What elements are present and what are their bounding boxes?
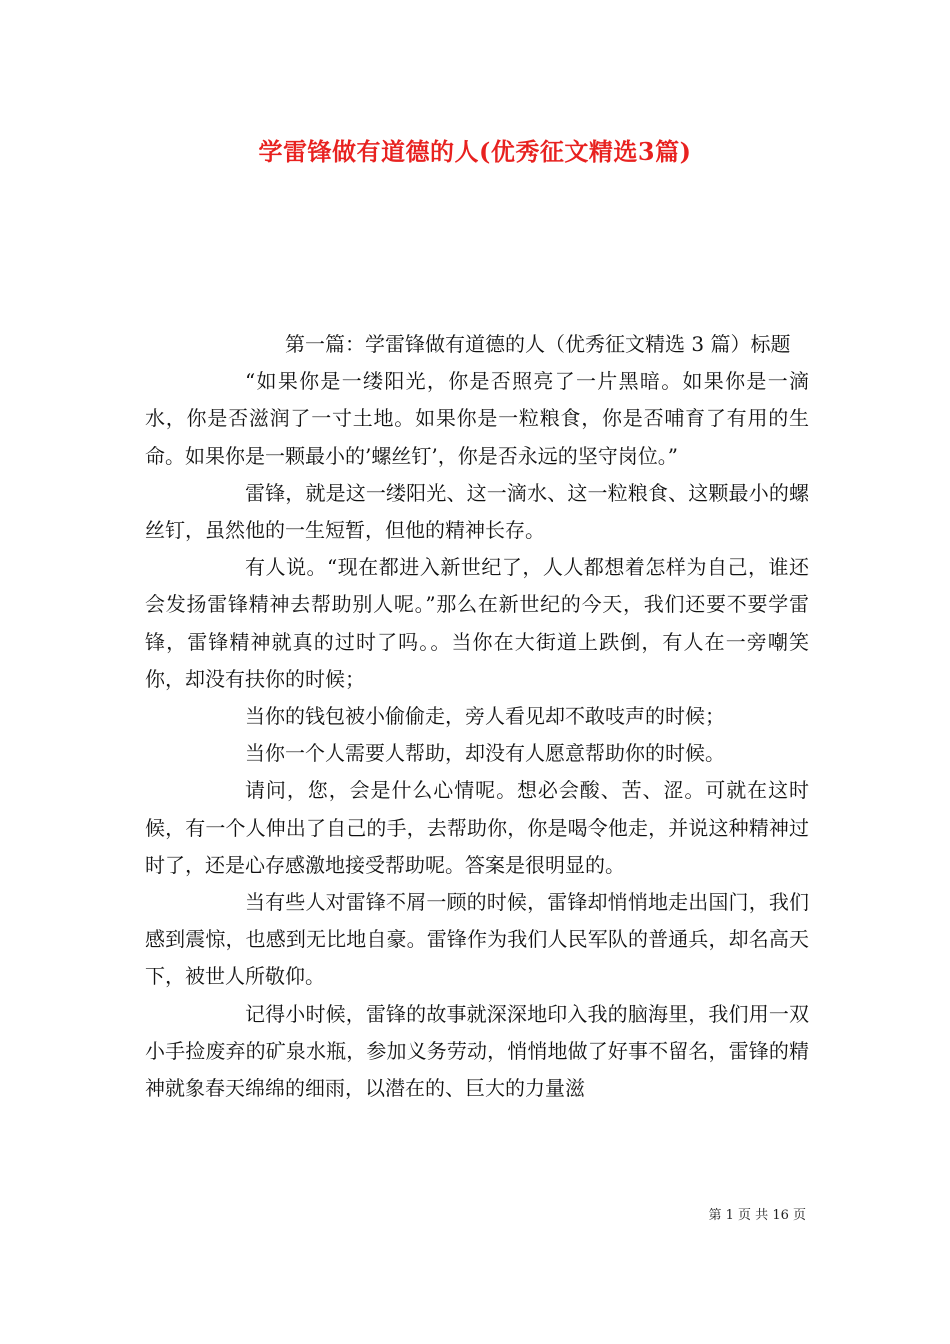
paragraph-6: 请问，您，会是什么心情呢。想必会酸、苦、涩。可就在这时候，有一个人伸出了自己的手，去帮助你，你是喝令他走，并说这种精神过时了，还是心存感激地接受帮助呢。答案是很明显的。 — [145, 778, 809, 877]
paragraph-7: 当有些人对雷锋不屑一顾的时候，雷锋却悄悄地走出国门，我们感到震惊，也感到无比地自豪。雷锋作为我们人民军队的普通兵，却名高天下，被世人所敬仰。 — [145, 890, 809, 989]
paragraph-5: 当你一个人需要人帮助，却没有人愿意帮助你的时候。 — [245, 741, 725, 766]
document-title: 学雷锋做有道德的人(优秀征文精选3篇) — [258, 137, 692, 166]
paragraph-8: 记得小时候，雷锋的故事就深深地印入我的脑海里，我们用一双小手捡废弃的矿泉水瓶，参加义务劳动，悄悄地做了好事不留名，雷锋的精神就象春天绵绵的细雨，以潜在的、巨大的力量滋 — [145, 1001, 809, 1101]
page-footer: 第 1 页 共 16 页 — [708, 1208, 806, 1223]
paragraph-2: 雷锋，就是这一缕阳光、这一滴水、这一粒粮食、这颗最小的螺丝钉，虽然他的一生短暂，但他的精神长存。 — [145, 480, 809, 543]
section-heading: 第一篇：学雷锋做有道德的人（优秀征文精选 3 篇）标题 — [285, 332, 791, 356]
paragraph-3: 有人说。“现在都进入新世纪了，人人都想着怎样为自己，谁还会发扬雷锋精神去帮助别人呢。”那么在新世纪的今天，我们还要不要学雷锋，雷锋精神就真的过时了吗。。当你在大街道上跌倒，有人在一旁嘲笑你，却没有扶你的时候； — [145, 555, 809, 691]
paragraph-1: “如果你是一缕阳光，你是否照亮了一片黑暗。如果你是一滴水，你是否滋润了一寸土地。如果你是一粒粮食，你是否哺育了有用的生命。如果你是一颗最小的’螺丝钉’，你是否永远的坚守岗位。” — [145, 369, 809, 468]
document-body — [145, 326, 809, 1107]
paragraph-4: 当你的钱包被小偷偷走，旁人看见却不敢吱声的时候； — [245, 704, 725, 729]
